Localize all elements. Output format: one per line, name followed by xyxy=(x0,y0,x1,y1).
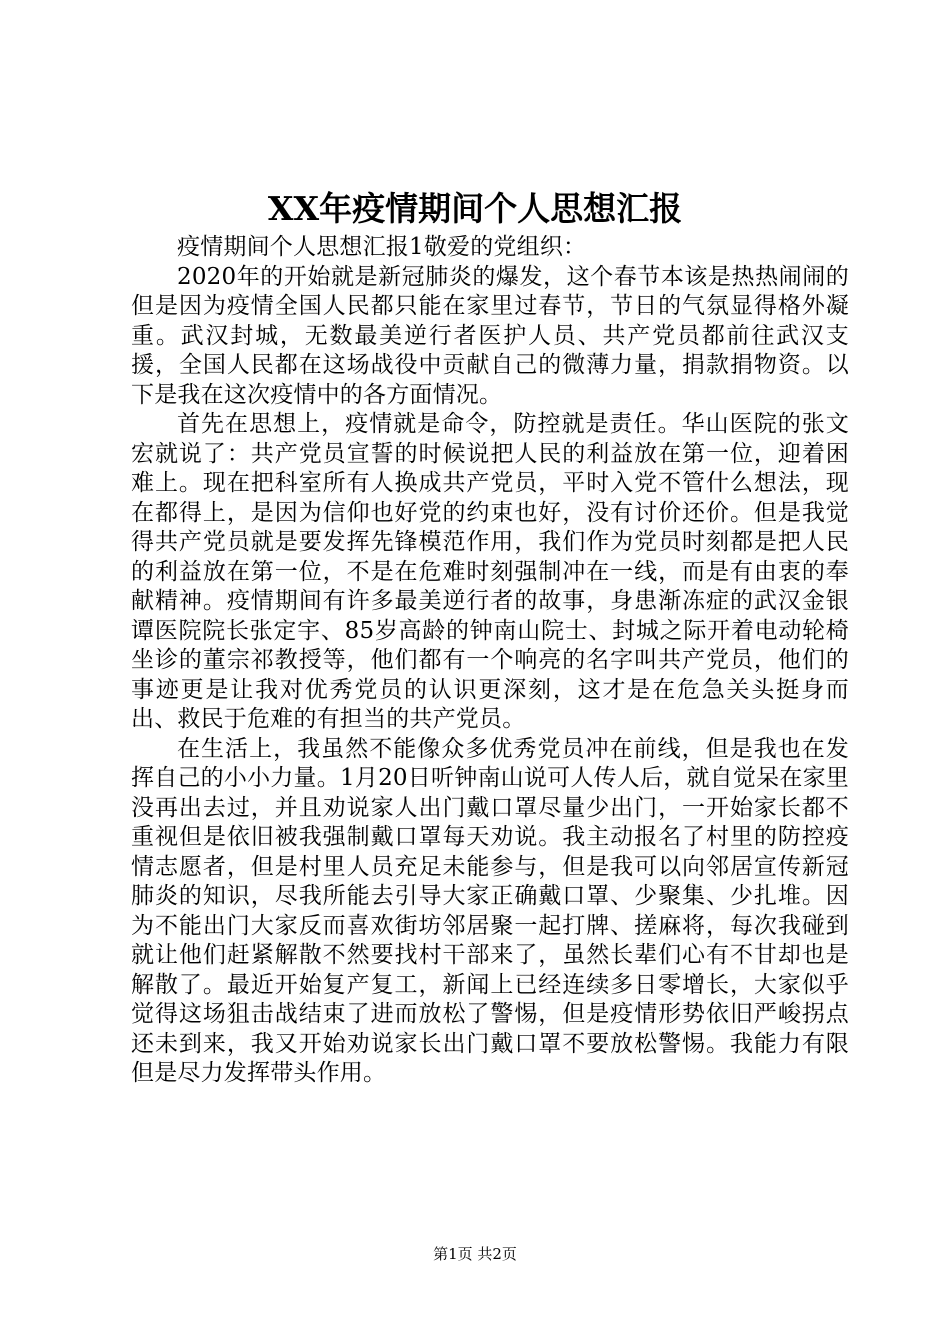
thought-paragraph: 首先在思想上，疫情就是命令，防控就是责任。华山医院的张文宏就说了：共产党员宣誓的时候说把人民的利益放在第一位，迎着困难上。现在把科室所有人换成共产党员，平时入党不管什么想法，现在都得上，是因为信仰也好党的约束也好，没有讨价还价。但是我觉得共产党员就是要发挥先锋模范作用，我们作为党员时刻都是把人民的利益放在第一位，不是在危难时刻强制冲在一线，而是有由衷的奉献精神。疫情期间有许多最美逆行者的故事，身患渐冻症的武汉金银谭医院院长张定宇、85岁高龄的钟南山院士、封城之际开着电动轮椅坐诊的董宗祁教授等，他们都有一个响亮的名字叫共产党员，他们的事迹更是让我对优秀党员的认识更深刻，这才是在危急关头挺身而出、救民于危难的有担当的共产党员。 xyxy=(131,411,849,732)
document-body xyxy=(131,233,849,1089)
page-number-footer: 第1页 共2页 xyxy=(433,1245,517,1263)
life-paragraph: 在生活上，我虽然不能像众多优秀党员冲在前线，但是我也在发挥自己的小小力量。1月20日听钟南山说可人传人后，就自觉呆在家里没再出去过，并且劝说家人出门戴口罩尽量少出门，一开始家长都不重视但是依旧被我强制戴口罩每天劝说。我主动报名了村里的防控疫情志愿者，但是村里人员充足未能参与，但是我可以向邻居宣传新冠肺炎的知识，尽我所能去引导大家正确戴口罩、少聚集、少扎堆。因为不能出门大家反而喜欢街坊邻居聚一起打牌、搓麻将，每次我碰到就让他们赶紧解散不然要找村干部来了，虽然长辈们心有不甘却也是解散了。最近开始复产复工，新闻上已经连续多日零增长，大家似乎觉得这场狙击战结束了进而放松了警惕，但是疫情形势依旧严峻拐点还未到来，我又开始劝说家长出门戴口罩不要放松警惕。我能力有限但是尽力发挥带头作用。 xyxy=(131,735,849,1086)
salutation-paragraph: 疫情期间个人思想汇报1敬爱的党组织： xyxy=(177,234,587,260)
document-title: XX年疫情期间个人思想汇报 xyxy=(267,189,683,228)
intro-paragraph: 2020年的开始就是新冠肺炎的爆发，这个春节本该是热热闹闹的但是因为疫情全国人民都只能在家里过春节，节日的气氛显得格外凝重。武汉封城，无数最美逆行者医护人员、共产党员都前往武汉支援，全国人民都在这场战役中贡献自己的微薄力量，捐款捐物资。以下是我在这次疫情中的各方面情况。 xyxy=(131,263,849,408)
